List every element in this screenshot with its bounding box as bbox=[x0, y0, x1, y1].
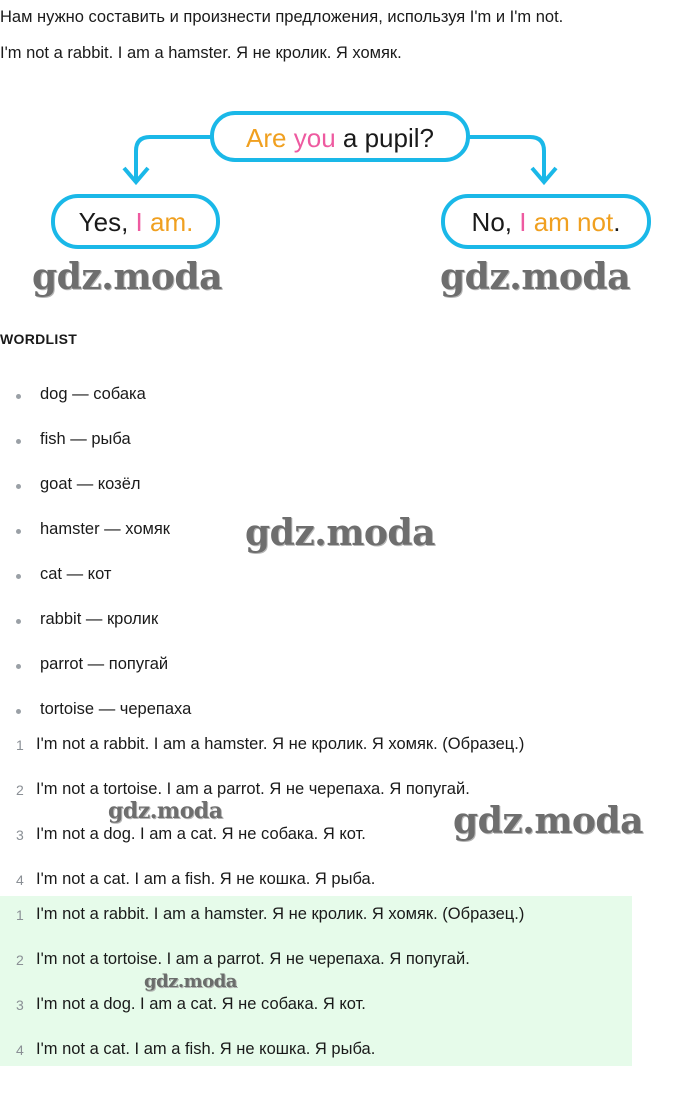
wordlist-title: WORDLIST bbox=[0, 331, 78, 347]
bullet-icon bbox=[16, 574, 21, 579]
exercise-item-3: 3 I'm not a dog. I am a cat. Я не собака. Я кот. bbox=[16, 825, 366, 843]
list-item: cat — кот bbox=[0, 565, 680, 589]
arrow-right bbox=[468, 137, 544, 180]
bullet-icon bbox=[16, 709, 21, 714]
list-item: rabbit — кролик bbox=[0, 610, 680, 634]
answer-item-1: 1 I'm not a rabbit. I am a hamster. Я не кролик. Я хомяк. (Образец.) bbox=[16, 905, 525, 923]
watermark-4: gdz.moda bbox=[108, 798, 223, 824]
intro-line-2: I'm not a rabbit. I am a hamster. Я не кролик. Я хомяк. bbox=[0, 44, 402, 62]
watermark-6: gdz.moda bbox=[144, 971, 237, 992]
bullet-icon bbox=[16, 529, 21, 534]
watermark-5: gdz.moda bbox=[453, 800, 643, 842]
answer-item-4: 4 I'm not a cat. I am a fish. Я не кошка. Я рыба. bbox=[16, 1040, 376, 1058]
list-item: parrot — попугай bbox=[0, 655, 680, 679]
watermark-2: gdz.moda bbox=[440, 256, 630, 298]
intro-line-1: Нам нужно составить и произнести предложения, используя I'm и I'm not. bbox=[0, 8, 564, 26]
yes-text: Yes, I am. bbox=[78, 207, 194, 237]
no-text: No, I am not. bbox=[471, 207, 621, 237]
bullet-icon bbox=[16, 664, 21, 669]
bullet-icon bbox=[16, 394, 21, 399]
list-item: goat — козёл bbox=[0, 475, 680, 499]
answer-item-3: 3 I'm not a dog. I am a cat. Я не собака. Я кот. bbox=[16, 995, 366, 1013]
exercise-item-2: 2 I'm not a tortoise. I am a parrot. Я не черепаха. Я попугай. bbox=[16, 780, 470, 798]
question-text: Are you a pupil? bbox=[246, 123, 434, 153]
bullet-icon bbox=[16, 484, 21, 489]
watermark-3: gdz.moda bbox=[245, 512, 435, 554]
watermark-1: gdz.moda bbox=[32, 256, 222, 298]
list-item: dog — собака bbox=[0, 385, 680, 409]
list-item: tortoise — черепаха bbox=[0, 700, 680, 724]
list-item: hamster — хомяк bbox=[0, 520, 680, 544]
arrow-left bbox=[136, 137, 212, 180]
answer-item-2: 2 I'm not a tortoise. I am a parrot. Я не черепаха. Я попугай. bbox=[16, 950, 470, 968]
exercise-item-4: 4 I'm not a cat. I am a fish. Я не кошка. Я рыба. bbox=[16, 870, 376, 888]
bullet-icon bbox=[16, 619, 21, 624]
list-item: fish — рыба bbox=[0, 430, 680, 454]
exercise-item-1: 1 I'm not a rabbit. I am a hamster. Я не кролик. Я хомяк. (Образец.) bbox=[16, 735, 525, 753]
bullet-icon bbox=[16, 439, 21, 444]
